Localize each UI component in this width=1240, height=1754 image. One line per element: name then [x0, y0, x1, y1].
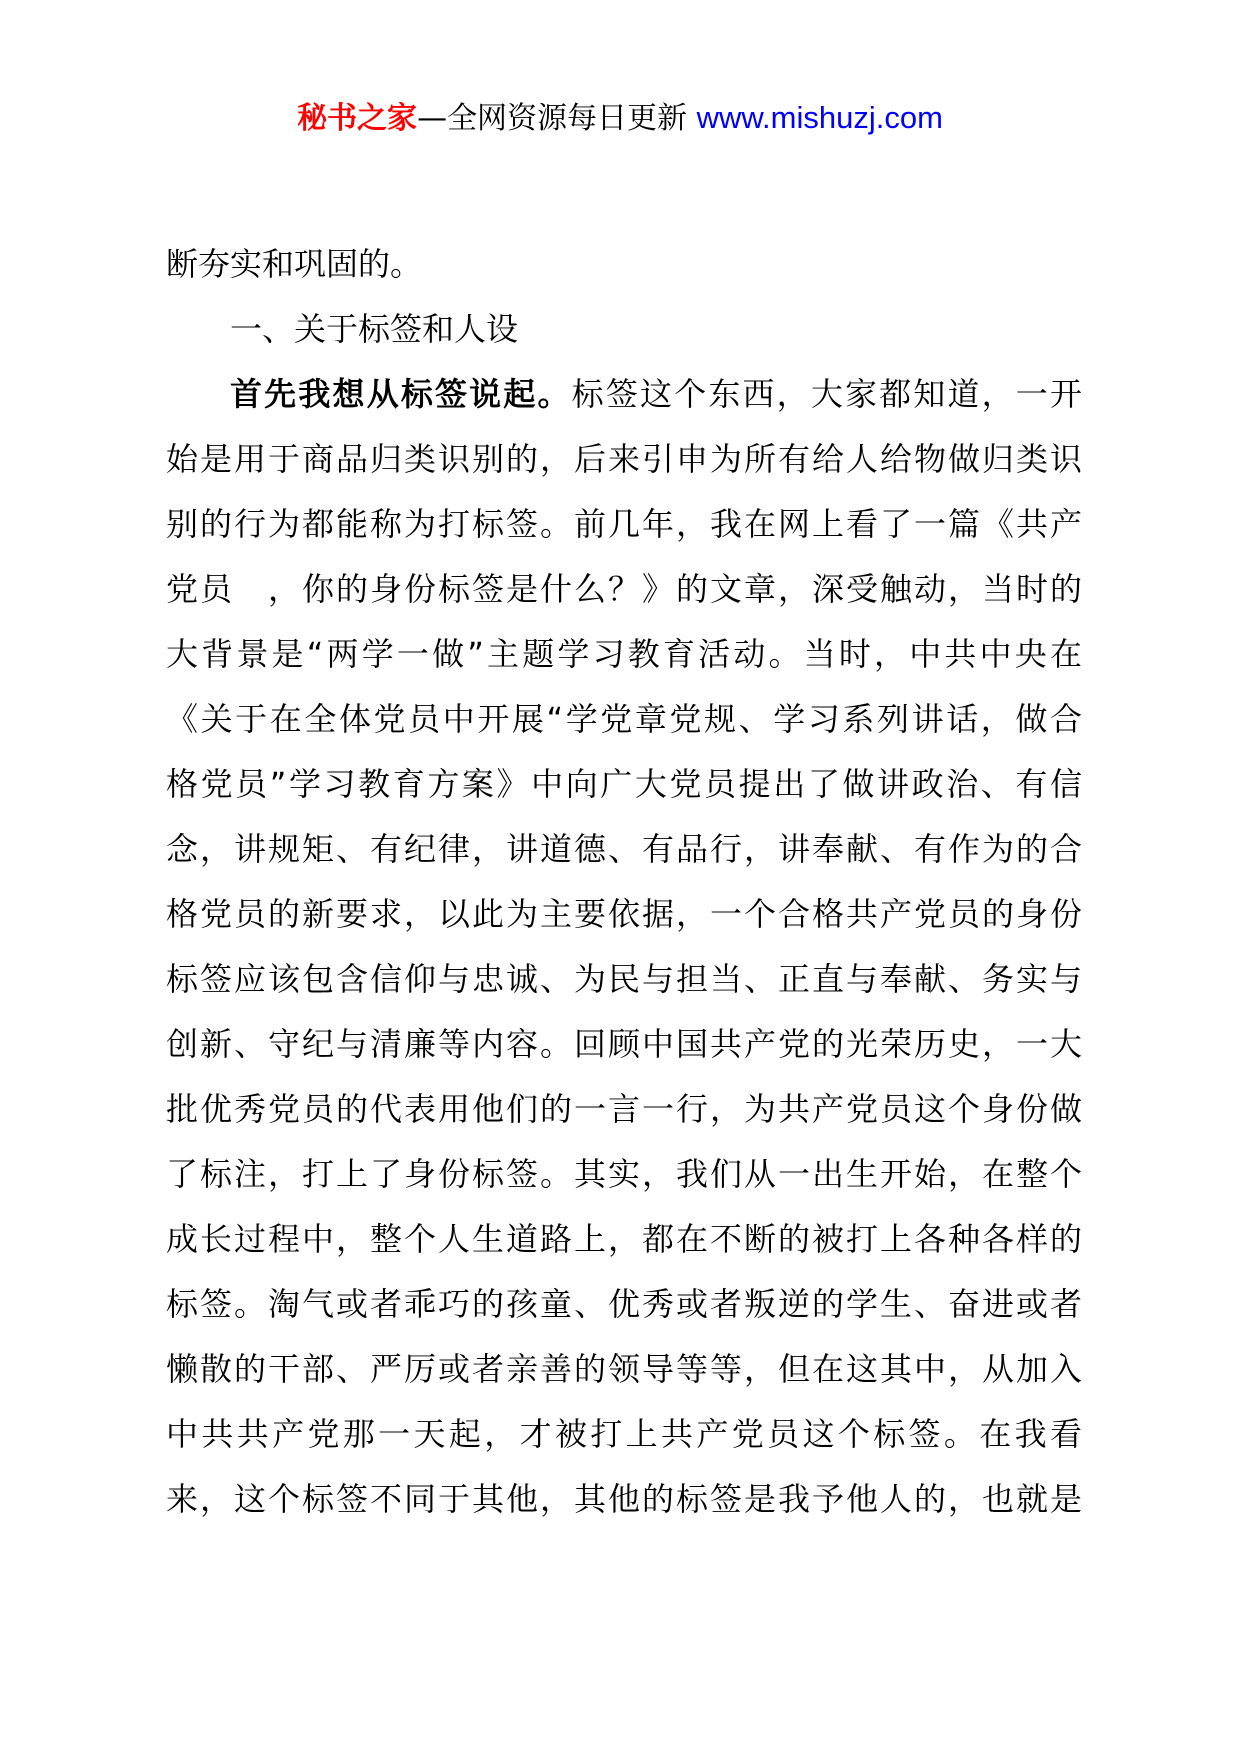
text-line: 大背景是“两学一做”主题学习教育活动。当时，中共中央在 — [166, 635, 1082, 673]
paragraph-lead-rest: 标签这个东西，大家都知道，一开 — [571, 375, 1082, 413]
brand-name: 秘书之家 — [297, 101, 418, 136]
text-line: 批优秀党员的代表用他们的一言一行，为共产党员这个身份做 — [166, 1090, 1082, 1128]
text-line: 创新、守纪与清廉等内容。回顾中国共产党的光荣历史，一大 — [166, 1025, 1082, 1063]
text-line: 了标注，打上了身份标签。其实，我们从一出生开始，在整个 — [166, 1155, 1082, 1193]
text-line: 断夯实和巩固的。 — [166, 245, 423, 283]
text-line: 成长过程中，整个人生道路上，都在不断的被打上各种各样的 — [166, 1220, 1082, 1258]
text-line: 格党员的新要求，以此为主要依据，一个合格共产党员的身份 — [166, 895, 1082, 933]
document-body — [166, 232, 1082, 1532]
text-line: 标签应该包含信仰与忠诚、为民与担当、正直与奉献、务实与 — [166, 960, 1082, 998]
text-line: 始是用于商品归类识别的，后来引申为所有给人给物做归类识 — [166, 440, 1082, 478]
text-line: 《关于在全体党员中开展“学党章党规、学习系列讲话，做合 — [166, 700, 1082, 738]
text-line: 来，这个标签不同于其他，其他的标签是我予他人的，也就是 — [166, 1480, 1082, 1518]
page-header — [0, 98, 1240, 139]
paragraph-lead-bold: 首先我想从标签说起。 — [230, 375, 572, 413]
header-slogan: —全网资源每日更新 — [417, 101, 688, 136]
text-line: 格党员”学习教育方案》中向广大党员提出了做讲政治、有信 — [166, 765, 1082, 803]
text-line: 标签。淘气或者乖巧的孩童、优秀或者叛逆的学生、奋进或者 — [166, 1285, 1082, 1323]
text-line: 党员 ，你的身份标签是什么？》的文章，深受触动，当时的 — [166, 570, 1082, 608]
section-heading: 一、关于标签和人设 — [230, 310, 519, 348]
text-line: 别的行为都能称为打标签。前几年，我在网上看了一篇《共产 — [166, 505, 1082, 543]
text-line: 懒散的干部、严厉或者亲善的领导等等，但在这其中，从加入 — [166, 1350, 1082, 1388]
text-line: 念，讲规矩、有纪律，讲道德、有品行，讲奉献、有作为的合 — [166, 830, 1082, 868]
text-line: 中共共产党那一天起，才被打上共产党员这个标签。在我看 — [166, 1415, 1082, 1453]
paragraph-first-line — [166, 362, 1082, 427]
site-url-link[interactable]: www.mishuzj.com — [696, 100, 943, 135]
